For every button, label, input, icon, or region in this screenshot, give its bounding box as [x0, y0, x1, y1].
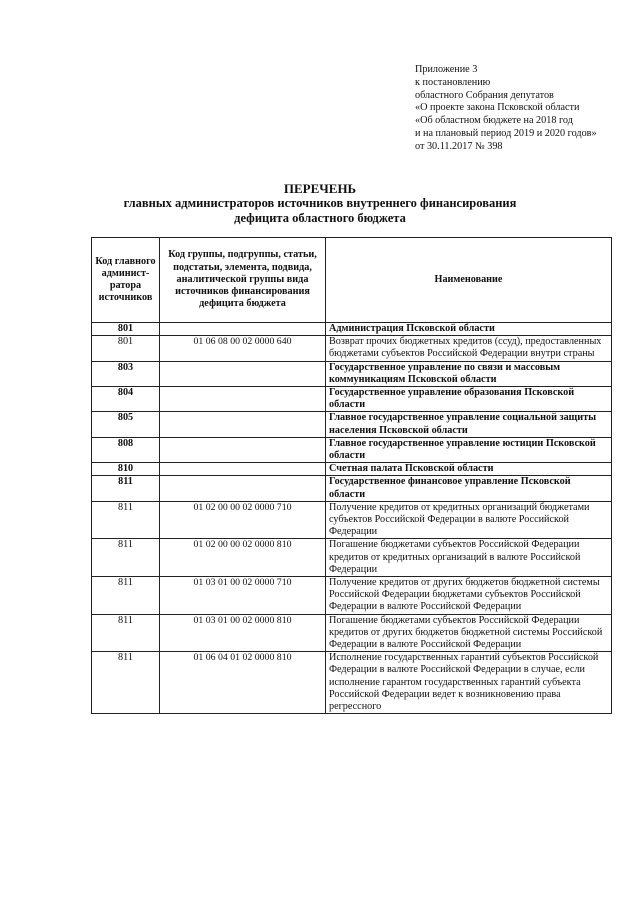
table-row	[92, 387, 612, 412]
table-row	[92, 463, 612, 476]
row-name: Возврат прочих бюджетных кредитов (ссуд), предоставленных бюджетами субъектов Российской Федерации внутри страны	[326, 336, 612, 361]
table-row	[92, 336, 612, 361]
row-admin-code: 808	[92, 437, 160, 462]
administrators-table	[91, 237, 612, 714]
row-name: Государственное управление образования Псковской области	[326, 387, 612, 412]
row-name: Погашение бюджетами субъектов Российской Федерации кредитов от кредитных организаций в валюте Российской Федерации	[326, 539, 612, 577]
row-group-code	[160, 361, 326, 386]
appendix-line: к постановлению	[415, 76, 491, 88]
appendix-line: областного Собрания депутатов	[415, 89, 554, 101]
row-group-code: 01 03 01 00 02 0000 810	[160, 614, 326, 652]
row-group-code	[160, 412, 326, 437]
appendix-line: «Об областном бюджете на 2018 год	[415, 115, 573, 127]
row-group-code	[160, 476, 326, 501]
row-group-code	[160, 323, 326, 336]
row-name: Исполнение государственных гарантий субъектов Российской Федерации в валюте Российской Федерации в случае, если исполнение гарантом государственных гарантий субъекта Российской Федерации ведет к возникновению права регрессного	[326, 652, 612, 714]
row-admin-code: 810	[92, 463, 160, 476]
row-name: Получение кредитов от кредитных организаций бюджетами субъектов Российской Федерации в валюте Российской Федерации	[326, 501, 612, 539]
row-group-code	[160, 387, 326, 412]
header-admin-code: Код главного админист- ратора источников	[92, 238, 160, 323]
row-admin-code: 811	[92, 539, 160, 577]
row-name: Счетная палата Псковской области	[326, 463, 612, 476]
table-row	[92, 577, 612, 615]
appendix-line: от 30.11.2017 № 398	[415, 140, 503, 152]
table-row	[92, 652, 612, 714]
row-admin-code: 811	[92, 476, 160, 501]
row-name: Главное государственное управление социальной защиты населения Псковской области	[326, 412, 612, 437]
title-subline: главных администраторов источников внутреннего финансирования	[123, 196, 517, 210]
row-group-code: 01 03 01 00 02 0000 710	[160, 577, 326, 615]
appendix-line: Приложение 3	[415, 64, 478, 75]
row-admin-code: 805	[92, 412, 160, 437]
row-admin-code: 811	[92, 577, 160, 615]
table-row	[92, 501, 612, 539]
row-group-code	[160, 437, 326, 462]
table-row	[92, 614, 612, 652]
row-admin-code: 804	[92, 387, 160, 412]
header-group-code: Код группы, подгруппы, статьи, подстатьи, элемента, подвида, аналитической группы вида источников финансирования дефицита бюджета	[160, 238, 326, 323]
table-row	[92, 361, 612, 386]
title-subline: дефицита областного бюджета	[234, 211, 406, 225]
title-main: ПЕРЕЧЕНЬ	[283, 181, 357, 196]
row-group-code: 01 02 00 00 02 0000 710	[160, 501, 326, 539]
row-name: Получение кредитов от других бюджетов бюджетной системы Российской Федерации бюджетами субъектов Российской Федерации в валюте Российской Федерации	[326, 577, 612, 615]
row-admin-code: 811	[92, 652, 160, 714]
row-name: Государственное управление по связи и массовым коммуникациям Псковской области	[326, 361, 612, 386]
document-title	[0, 181, 640, 226]
row-admin-code: 801	[92, 336, 160, 361]
row-group-code: 01 02 00 00 02 0000 810	[160, 539, 326, 577]
table-row	[92, 323, 612, 336]
row-name: Государственное финансовое управление Псковской области	[326, 476, 612, 501]
table-row	[92, 437, 612, 462]
row-group-code: 01 06 04 01 02 0000 810	[160, 652, 326, 714]
appendix-line: «О проекте закона Псковской области	[415, 102, 580, 114]
row-admin-code: 811	[92, 501, 160, 539]
row-name: Администрация Псковской области	[326, 323, 612, 336]
header-name: Наименование	[326, 238, 612, 323]
row-admin-code: 803	[92, 361, 160, 386]
row-group-code: 01 06 08 00 02 0000 640	[160, 336, 326, 361]
row-admin-code: 801	[92, 323, 160, 336]
table-header-row	[92, 238, 612, 323]
row-name: Главное государственное управление юстиции Псковской области	[326, 437, 612, 462]
table-row	[92, 539, 612, 577]
appendix-block	[415, 64, 630, 154]
row-group-code	[160, 463, 326, 476]
appendix-line: и на плановый период 2019 и 2020 годов»	[415, 127, 597, 139]
table-row	[92, 412, 612, 437]
row-name: Погашение бюджетами субъектов Российской Федерации кредитов от других бюджетов бюджетной системы Российской Федерации в валюте Российской Федерации	[326, 614, 612, 652]
row-admin-code: 811	[92, 614, 160, 652]
table-row	[92, 476, 612, 501]
